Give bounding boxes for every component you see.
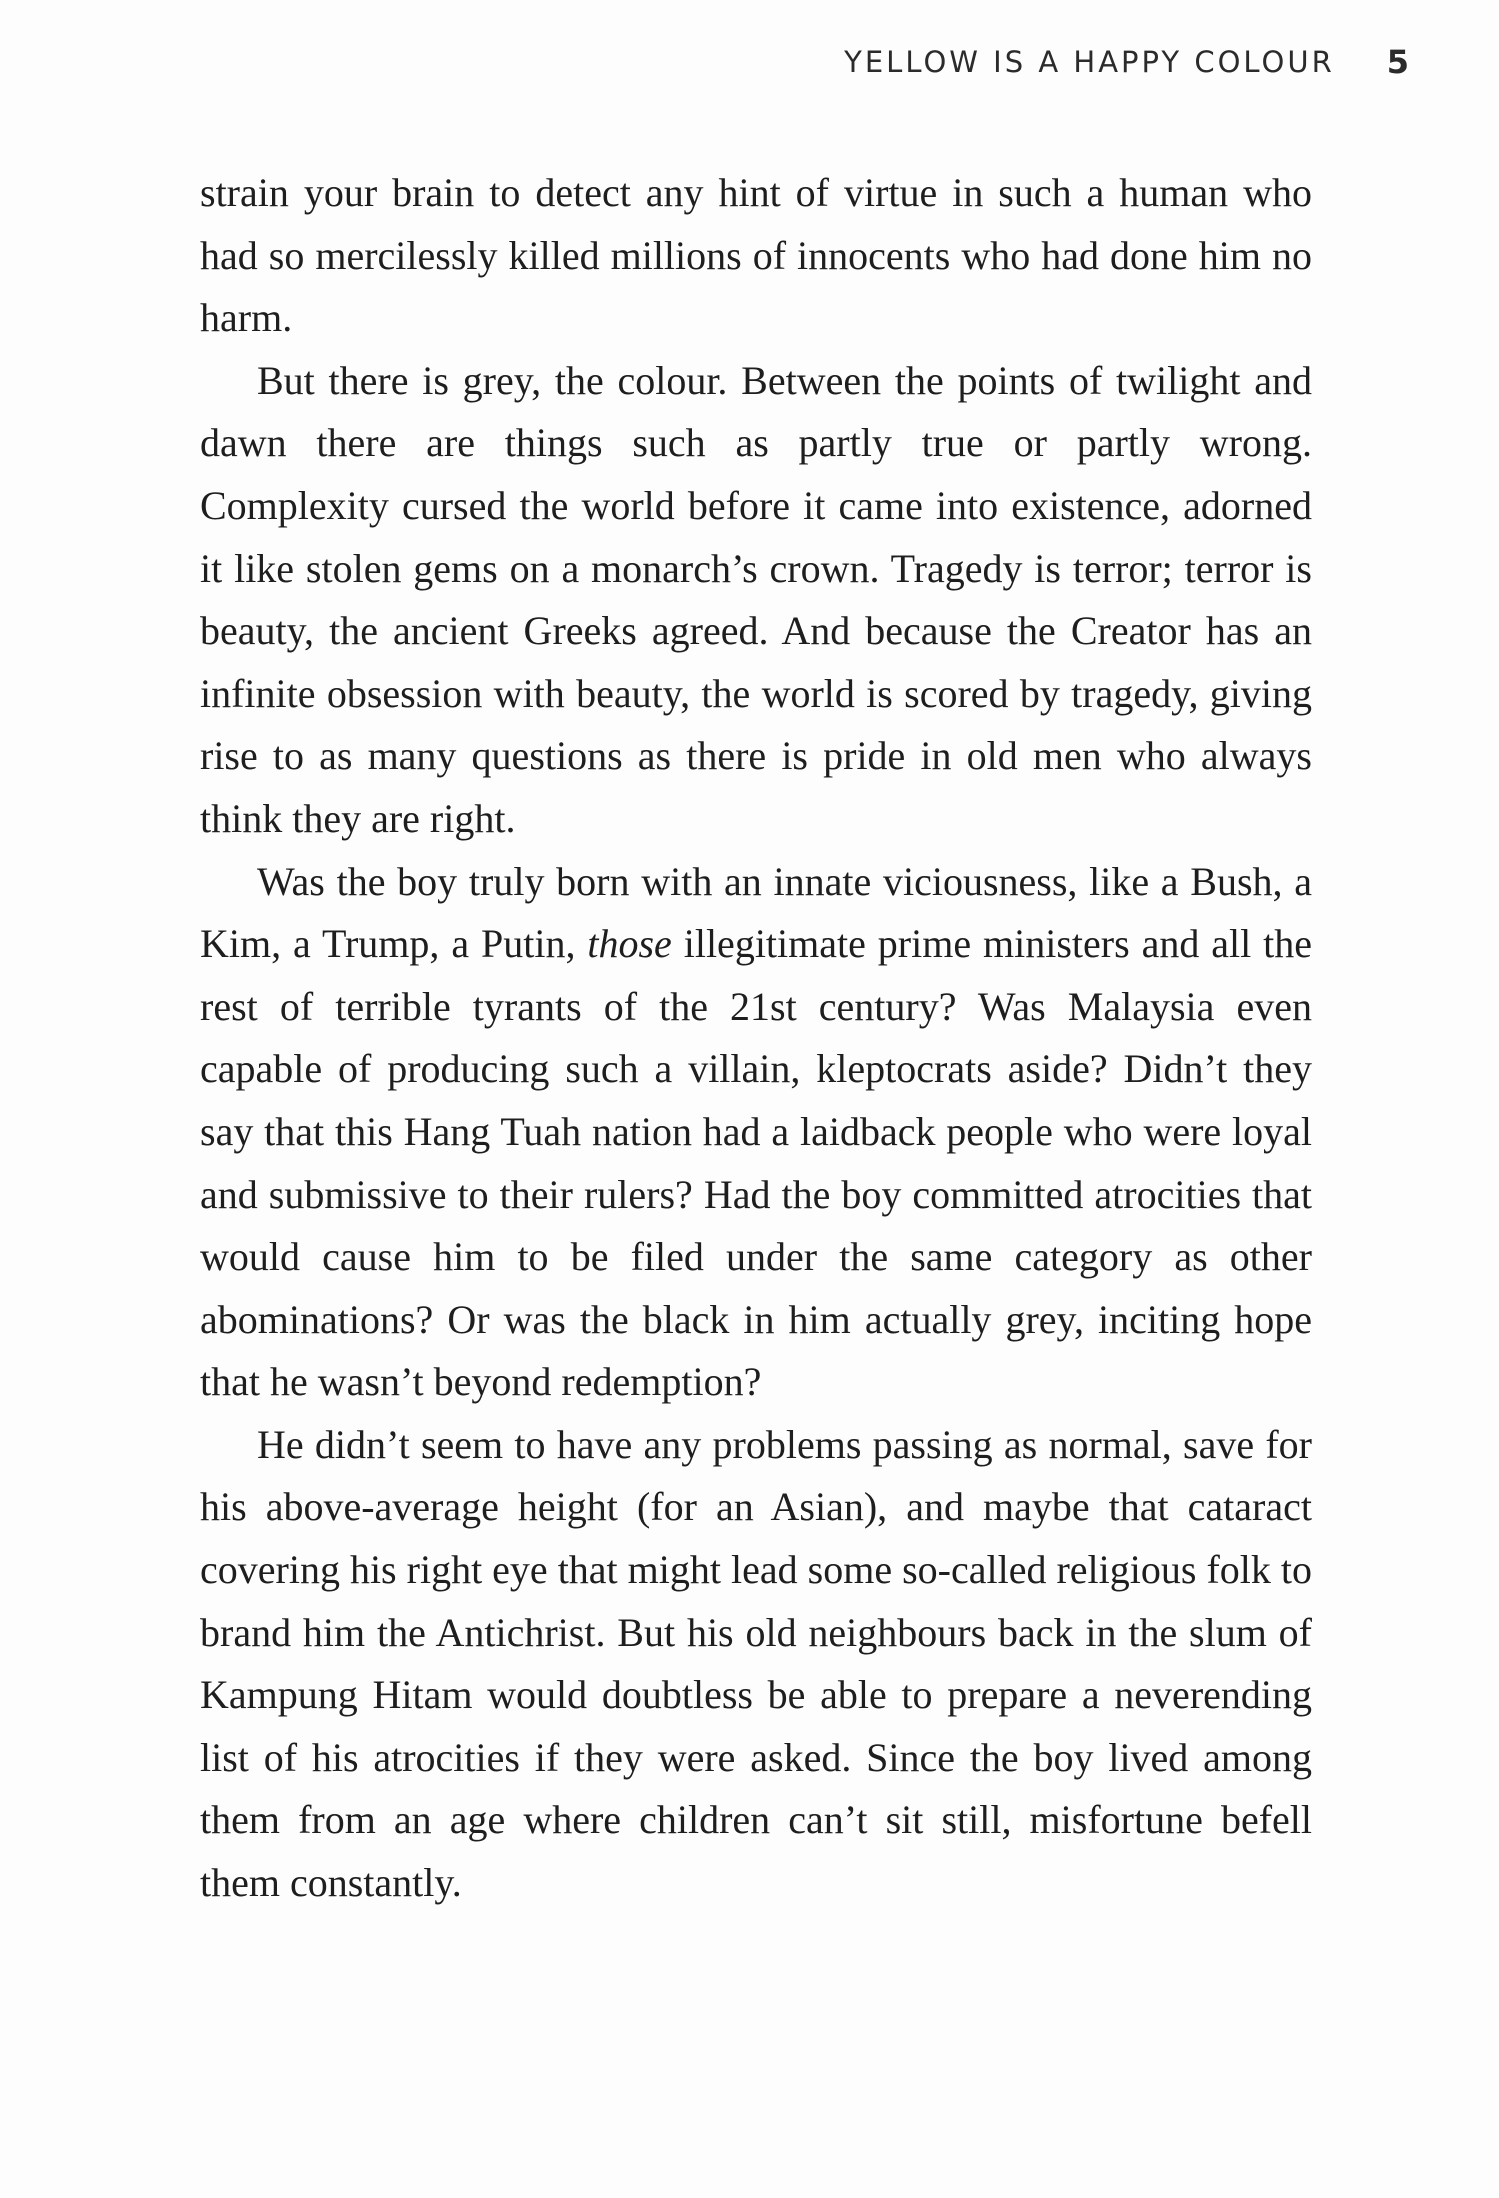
paragraph-text: illegitimate prime ministers and all the rest of terrible tyrants of the 21st century? Was Malaysia even capable of producing such a villain, kleptocrats aside? Didn’t they say that this Hang Tuah nation had a laidback people who were loyal and submissive to their rulers? Had the boy committed atrocities that would cause him to be filed under the same category as other abominations? Or was the black in him actually grey, inciting hope that he wasn’t beyond redemption? (200, 921, 1312, 1405)
paragraph-text: He didn’t seem to have any problems passing as normal, save for his above-average height (for an Asian), and maybe that cataract covering his right eye that might lead some so-called religious folk to brand him the Antichrist. But his old neighbours back in the slum of Kampung Hitam would doubtless be able to prepare a neverending list of his atrocities if they were asked. Since the boy lived among them from an age where children can’t sit still, misfortune befell them constantly. (200, 1421, 1312, 1906)
paragraph-2 (200, 350, 1312, 851)
italic-emphasis: those (587, 921, 672, 967)
running-header (844, 40, 1409, 84)
paragraph-text: strain your brain to detect any hint of virtue in such a human who had so mercilessly killed millions of innocents who had done him no harm. (200, 170, 1312, 341)
paragraph-3 (200, 851, 1312, 1414)
running-title: YELLOW IS A HAPPY COLOUR (844, 45, 1335, 79)
paragraph-4 (200, 1414, 1312, 1915)
paragraph-text: Was the boy truly born with an innate viciousness, like a Bush, a Kim, a Trump, a Putin, (200, 858, 1312, 967)
page-number: 5 (1386, 43, 1409, 81)
paragraph-1 (200, 162, 1312, 350)
body-text (200, 162, 1312, 1915)
paragraph-text: But there is grey, the colour. Between the points of twilight and dawn there are things such as partly true or partly wrong. Complexity cursed the world before it came into existence, adorned it like stolen gems on a monarch’s crown. Tragedy is terror; terror is beauty, the ancient Greeks agreed. And because the Creator has an infinite obsession with beauty, the world is scored by tragedy, giving rise to as many questions as there is pride in old men who always think they are right. (200, 357, 1312, 841)
